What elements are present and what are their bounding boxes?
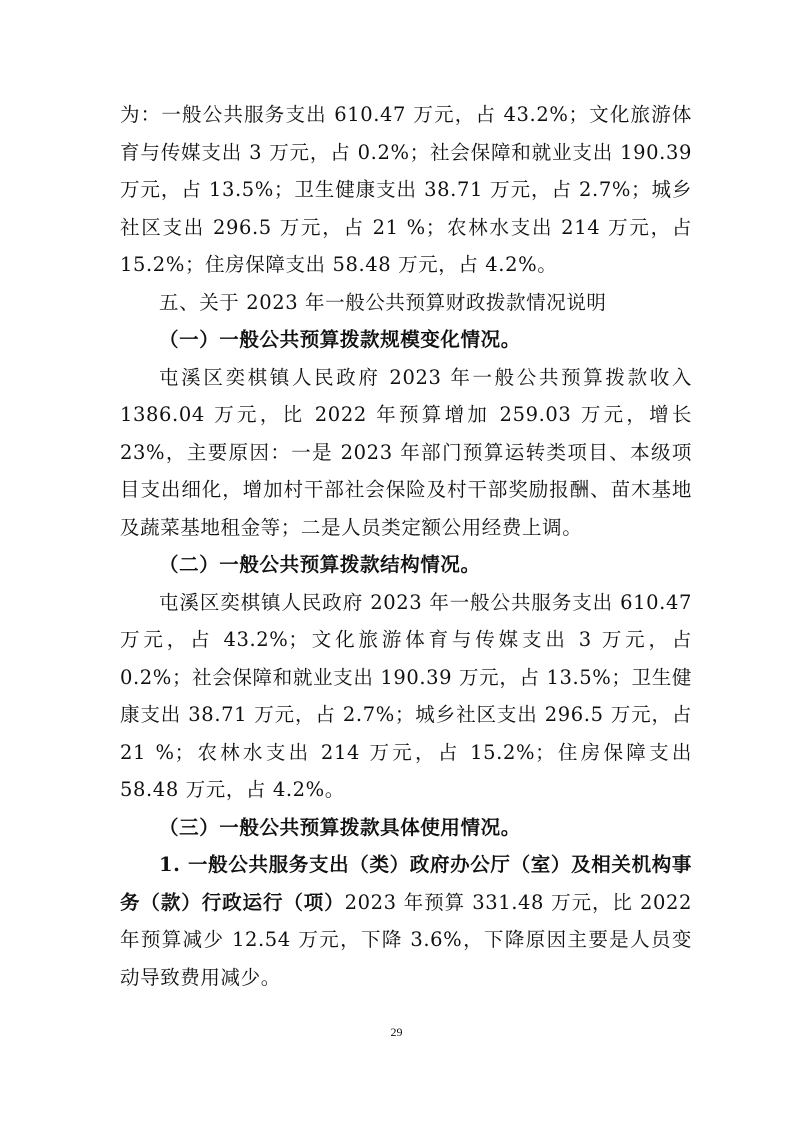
- item-one-paragraph: [120, 846, 692, 996]
- subsection-three-title: （三）一般公共预算拨款具体使用情况。: [159, 815, 521, 839]
- paragraph-expenditure-breakdown: 为：一般公共服务支出 610.47 万元，占 43.2%；文化旅游体育与传媒支出 3 万元，占 0.2%；社会保障和就业支出 190.39 万元，占 13.5%；卫生健康支出 38.71 万元，占 2.7%；城乡社区支出 296.5 万元，占 21 %；农林水支出 214 万元，占 15.2%；住房保障支出 58.48 万元，占 4.2%。: [120, 103, 692, 276]
- section-five-title: 五、关于 2023 年一般公共预算财政拨款情况说明: [159, 290, 607, 314]
- subsection-two-body: 屯溪区奕棋镇人民政府 2023 年一般公共服务支出 610.47 万元，占 43.2%；文化旅游体育与传媒支出 3 万元，占 0.2%；社会保障和就业支出 190.39 万元，占 13.5%；卫生健康支出 38.71 万元，占 2.7%；城乡社区支出 296.5 万元，占 21 %；农林水支出 214 万元，占 15.2%；住房保障支出 58.48 万元，占 4.2%。: [120, 590, 692, 801]
- item-one-heading: 1. 一般公共服务支出（类）政府办公厅（室）及相关机构事务（款）行政运行（项）: [120, 853, 692, 914]
- page-number: 29: [390, 1025, 403, 1039]
- subsection-one-title: （一）一般公共预算拨款规模变化情况。: [159, 328, 521, 351]
- subsection-one-body: 屯溪区奕棋镇人民政府 2023 年一般公共预算拨款收入 1386.04 万元，比 2022 年预算增加 259.03 万元，增长 23%，主要原因：一是 2023 年部门预算运转类项目、本级项目支出细化，增加村干部社会保险及村干部奖励报酬、苗木基地及蔬菜基地租金等；二是人员类定额公用经费上调。: [120, 365, 692, 539]
- subsection-two-title: （二）一般公共预算拨款结构情况。: [159, 553, 481, 576]
- item-one-body: 2023 年预算 331.48 万元，比 2022 年预算减少 12.54 万元，下降 3.6%，下降原因主要是人员变动导致费用减少。: [120, 890, 692, 989]
- document-body: [120, 96, 692, 996]
